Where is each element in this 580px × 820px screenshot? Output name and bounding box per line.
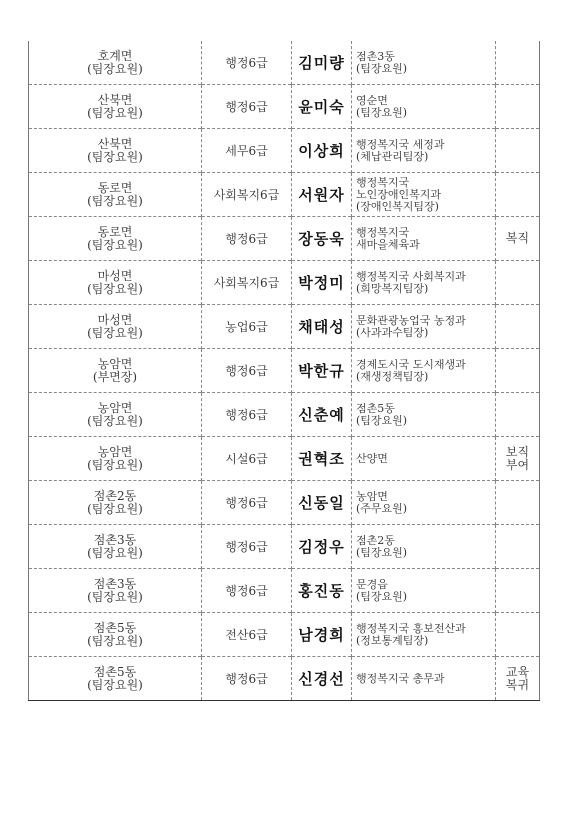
previous-post-line: 동로면 <box>97 180 133 195</box>
new-post-line: 경제도시국 도시재생과 <box>356 358 466 371</box>
previous-post-cell <box>29 261 202 305</box>
table-row <box>29 217 540 261</box>
previous-post-cell <box>29 129 202 173</box>
remarks-line: 보직 <box>505 444 530 459</box>
new-post-line: 행정복지국 총무과 <box>356 672 445 685</box>
new-post-line: 행정복지국 <box>356 176 410 189</box>
grade-cell: 행정6급 <box>202 41 292 85</box>
personnel-roster <box>28 41 536 701</box>
new-post-line: 점촌3동 <box>356 50 395 63</box>
remarks-line: 복직 <box>505 231 530 245</box>
employee-name-cell: 남경희 <box>292 613 352 657</box>
table-row <box>29 349 540 393</box>
previous-post-line: 산북면 <box>97 92 133 107</box>
table-row <box>29 129 540 173</box>
new-post-cell <box>352 305 496 349</box>
new-post-cell <box>352 85 496 129</box>
new-post-line: (체납관리팀장) <box>356 150 429 163</box>
new-post-line: (장애인복지팀장) <box>356 200 439 213</box>
new-post-cell <box>352 613 496 657</box>
new-post-line: (희망복지팀장) <box>356 282 429 295</box>
new-post-cell <box>352 173 496 217</box>
new-post-line: (사과과수팀장) <box>356 326 429 339</box>
new-post-line: (팀장요원) <box>356 546 408 559</box>
table-row <box>29 613 540 657</box>
employee-name-cell: 김정우 <box>292 525 352 569</box>
previous-post-line: 농암면 <box>97 400 133 415</box>
employee-name-cell: 윤미숙 <box>292 85 352 129</box>
previous-post-cell <box>29 481 202 525</box>
remarks-line: 복귀 <box>505 677 530 692</box>
previous-post-cell <box>29 41 202 85</box>
employee-name-cell: 홍진동 <box>292 569 352 613</box>
grade-cell: 행정6급 <box>202 525 292 569</box>
table-row <box>29 173 540 217</box>
remarks-cell <box>496 393 540 437</box>
grade-cell: 사회복지6급 <box>202 261 292 305</box>
employee-name-cell: 신경선 <box>292 657 352 701</box>
new-post-cell <box>352 217 496 261</box>
employee-name-cell: 김미량 <box>292 41 352 85</box>
remarks-cell <box>496 217 540 261</box>
previous-post-line: 산북면 <box>97 136 133 151</box>
previous-post-line: (팀장요원) <box>87 149 143 164</box>
new-post-cell <box>352 261 496 305</box>
new-post-line: 노인장애인복지과 <box>356 188 442 201</box>
employee-name-cell: 장동욱 <box>292 217 352 261</box>
employee-name-cell: 채태성 <box>292 305 352 349</box>
previous-post-line: 점촌5동 <box>93 620 137 635</box>
table-row <box>29 85 540 129</box>
previous-post-cell <box>29 217 202 261</box>
table-row <box>29 393 540 437</box>
roster-table <box>28 41 540 701</box>
previous-post-line: 농암면 <box>97 444 133 459</box>
employee-name-cell: 신동일 <box>292 481 352 525</box>
new-post-cell <box>352 481 496 525</box>
remarks-cell <box>496 613 540 657</box>
previous-post-cell <box>29 85 202 129</box>
new-post-line: 새마을체육과 <box>356 238 420 251</box>
employee-name-cell: 이상희 <box>292 129 352 173</box>
new-post-line: 영순면 <box>356 94 388 107</box>
previous-post-line: (팀장요원) <box>87 589 143 604</box>
new-post-cell <box>352 129 496 173</box>
grade-cell: 행정6급 <box>202 85 292 129</box>
employee-name-cell: 권혁조 <box>292 437 352 481</box>
new-post-line: (팀장요원) <box>356 414 408 427</box>
grade-cell: 행정6급 <box>202 657 292 701</box>
table-row <box>29 437 540 481</box>
previous-post-cell <box>29 349 202 393</box>
grade-cell: 행정6급 <box>202 349 292 393</box>
new-post-line: 행정복지국 세정과 <box>356 138 445 151</box>
new-post-line: (팀장요원) <box>356 62 408 75</box>
previous-post-line: (팀장요원) <box>87 413 143 428</box>
previous-post-line: (팀장요원) <box>87 61 143 76</box>
remarks-cell <box>496 305 540 349</box>
grade-cell: 농업6급 <box>202 305 292 349</box>
new-post-line: 산양면 <box>356 452 388 465</box>
previous-post-line: (팀장요원) <box>87 237 143 252</box>
previous-post-line: 점촌2동 <box>93 488 137 503</box>
remarks-line: 교육 <box>505 664 530 679</box>
grade-cell: 시설6급 <box>202 437 292 481</box>
new-post-line: (재생정책팀장) <box>356 370 429 383</box>
grade-cell: 행정6급 <box>202 393 292 437</box>
new-post-line: 행정복지국 <box>356 226 410 239</box>
employee-name-cell: 박한규 <box>292 349 352 393</box>
previous-post-line: 농암면 <box>97 356 133 371</box>
grade-cell: 세무6급 <box>202 129 292 173</box>
remarks-cell <box>496 525 540 569</box>
previous-post-cell <box>29 437 202 481</box>
previous-post-line: (부면장) <box>92 369 138 384</box>
previous-post-line: (팀장요원) <box>87 457 143 472</box>
new-post-line: (주무요원) <box>356 502 408 515</box>
table-row <box>29 525 540 569</box>
new-post-line: 행정복지국 홍보전산과 <box>356 622 466 635</box>
previous-post-cell <box>29 525 202 569</box>
new-post-line: 문화관광농업국 농정과 <box>356 314 466 327</box>
previous-post-cell <box>29 569 202 613</box>
roster-body <box>29 41 540 701</box>
previous-post-line: (팀장요원) <box>87 545 143 560</box>
remarks-cell <box>496 173 540 217</box>
remarks-cell <box>496 85 540 129</box>
previous-post-line: 마성면 <box>97 312 133 327</box>
previous-post-line: 점촌5동 <box>93 664 137 679</box>
remarks-cell <box>496 657 540 701</box>
new-post-line: (팀장요원) <box>356 590 408 603</box>
new-post-cell <box>352 657 496 701</box>
table-row <box>29 657 540 701</box>
new-post-line: 행정복지국 사회복지과 <box>356 270 466 283</box>
previous-post-line: 점촌3동 <box>93 532 137 547</box>
new-post-cell <box>352 393 496 437</box>
new-post-line: (팀장요원) <box>356 106 408 119</box>
new-post-cell <box>352 525 496 569</box>
table-row <box>29 305 540 349</box>
new-post-cell <box>352 41 496 85</box>
new-post-cell <box>352 437 496 481</box>
remarks-cell <box>496 129 540 173</box>
remarks-cell <box>496 481 540 525</box>
table-row <box>29 569 540 613</box>
previous-post-cell <box>29 657 202 701</box>
remarks-cell <box>496 437 540 481</box>
grade-cell: 전산6급 <box>202 613 292 657</box>
remarks-cell <box>496 349 540 393</box>
previous-post-cell <box>29 393 202 437</box>
previous-post-line: (팀장요원) <box>87 501 143 516</box>
previous-post-line: 동로면 <box>97 224 133 239</box>
previous-post-line: (팀장요원) <box>87 281 143 296</box>
grade-cell: 행정6급 <box>202 217 292 261</box>
previous-post-line: (팀장요원) <box>87 677 143 692</box>
remarks-cell <box>496 41 540 85</box>
employee-name-cell: 박정미 <box>292 261 352 305</box>
previous-post-line: (팀장요원) <box>87 105 143 120</box>
new-post-line: (정보통계팀장) <box>356 634 429 647</box>
previous-post-line: 점촌3동 <box>93 576 137 591</box>
new-post-line: 점촌5동 <box>356 402 395 415</box>
previous-post-line: (팀장요원) <box>87 325 143 340</box>
remarks-cell <box>496 261 540 305</box>
previous-post-line: (팀장요원) <box>87 633 143 648</box>
remarks-line: 부여 <box>505 457 530 472</box>
previous-post-cell <box>29 305 202 349</box>
new-post-line: 농암면 <box>356 490 388 503</box>
employee-name-cell: 서원자 <box>292 173 352 217</box>
previous-post-line: (팀장요원) <box>87 193 143 208</box>
previous-post-cell <box>29 173 202 217</box>
previous-post-cell <box>29 613 202 657</box>
grade-cell: 사회복지6급 <box>202 173 292 217</box>
remarks-cell <box>496 569 540 613</box>
table-row <box>29 261 540 305</box>
grade-cell: 행정6급 <box>202 569 292 613</box>
previous-post-line: 마성면 <box>97 268 133 283</box>
previous-post-line: 호계면 <box>97 48 133 63</box>
new-post-cell <box>352 349 496 393</box>
employee-name-cell: 신춘예 <box>292 393 352 437</box>
grade-cell: 행정6급 <box>202 481 292 525</box>
new-post-line: 문경읍 <box>356 578 388 591</box>
table-row <box>29 481 540 525</box>
new-post-line: 점촌2동 <box>356 534 395 547</box>
table-row <box>29 41 540 85</box>
new-post-cell <box>352 569 496 613</box>
